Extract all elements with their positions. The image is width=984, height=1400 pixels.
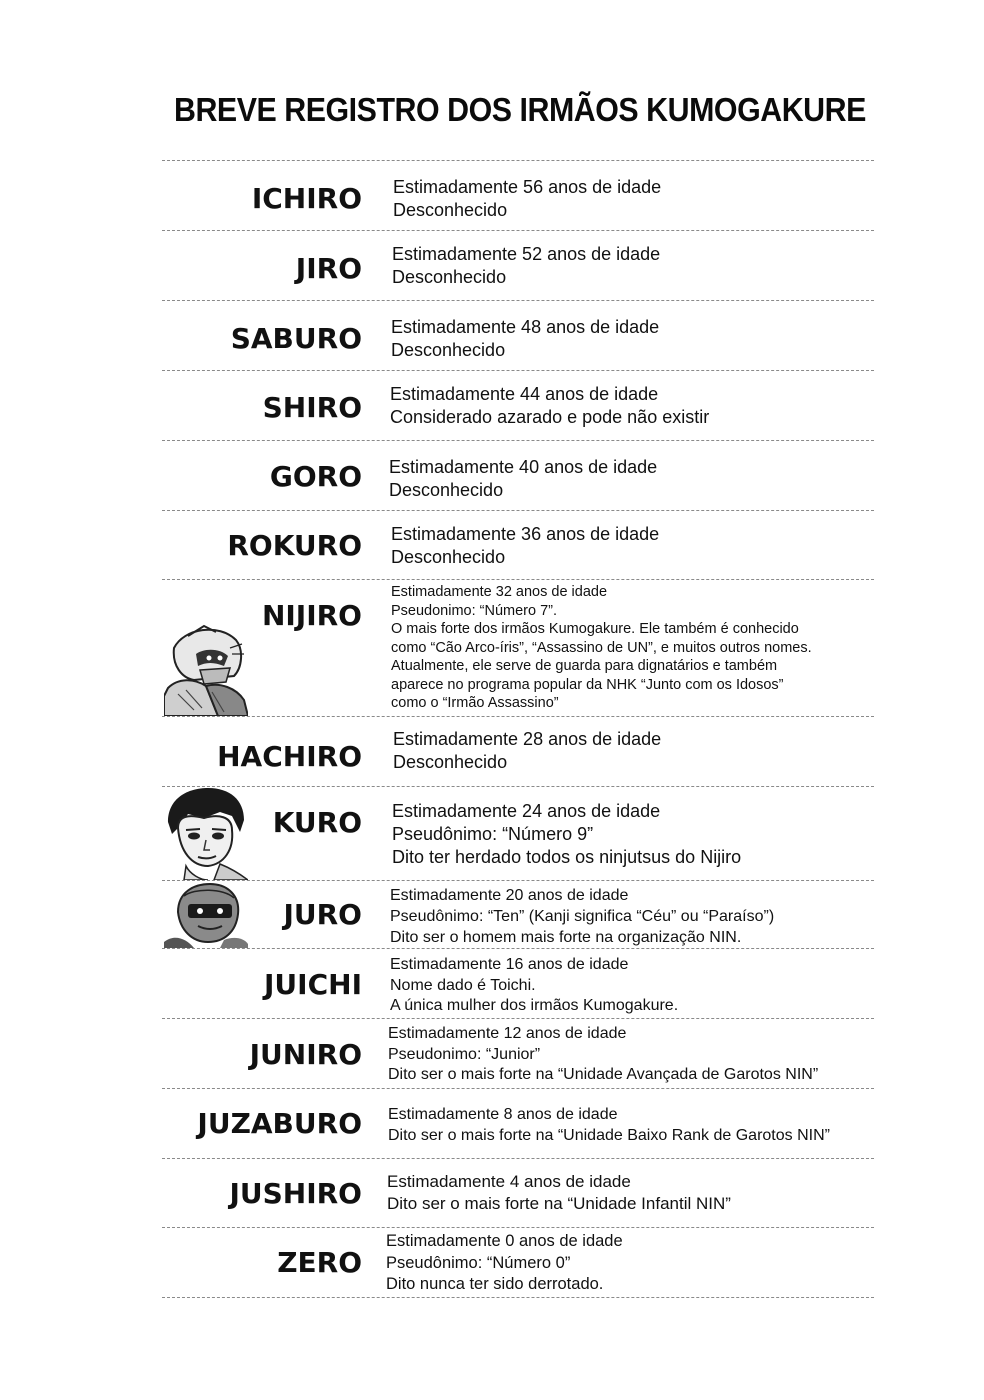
entry-line: Estimadamente 52 anos de idade [392,244,661,264]
entry-line: Pseudônimo: “Número 0” [386,1253,571,1272]
entry-line: Desconhecido [389,480,504,500]
entry-line: Atualmente, ele serve de guarda para dignatários e também [391,658,778,674]
entry-line: aparece no programa popular da NHK “Junto com os Idosos” [391,676,784,693]
entry-info-juichi [390,955,678,1017]
entry-info-jiro [392,243,660,289]
entry-info-goro [389,456,657,502]
entry-info-jushiro [387,1171,731,1215]
entry-name-juro: JURO [283,898,362,931]
divider [162,230,874,231]
entry-line: Dito ser o mais forte na “Unidade Baixo Rank de Garotos NIN” [388,1127,830,1144]
entry-line: Estimadamente 8 anos de idade [388,1106,618,1123]
divider [162,880,874,881]
entry-line: Estimadamente 36 anos de idade [391,524,660,544]
entry-line: Estimadamente 24 anos de idade [392,801,661,821]
divider [162,948,874,949]
entry-name-jushiro: JUSHIRO [229,1177,362,1210]
entry-line: Estimadamente 16 anos de idade [390,956,629,973]
entry-name-hachiro: HACHIRO [217,740,362,773]
entry-line: Dito nunca ter sido derrotado. [386,1275,604,1293]
entry-line: Pseudonimo: “Número 7”. [391,602,558,619]
entry-info-rokuro [391,523,659,569]
entry-info-juniro [388,1024,818,1086]
divider [162,716,874,717]
entry-line: Estimadamente 4 anos de idade [387,1172,631,1191]
entry-line: Pseudonimo: “Junior” [388,1045,541,1063]
entry-name-zero: ZERO [277,1246,362,1279]
entry-line: Estimadamente 20 anos de idade [390,887,629,904]
entry-info-ichiro [393,176,661,222]
entry-line: Estimadamente 32 anos de idade [391,584,608,600]
divider [162,440,874,441]
divider [162,1088,874,1089]
entry-line: Estimadamente 0 anos de idade [386,1232,623,1250]
entry-name-saburo: SABURO [230,322,362,355]
entry-line: Desconhecido [391,547,506,567]
entry-line: Estimadamente 44 anos de idade [390,384,659,404]
divider [162,300,874,301]
entry-line: Desconhecido [393,200,508,220]
entry-line: Dito ser o mais forte na “Unidade Infantil NIN” [387,1194,731,1213]
divider [162,1297,874,1298]
entry-line: A única mulher dos irmãos Kumogakure. [390,997,679,1014]
entry-name-juniro: JUNIRO [249,1038,362,1071]
entry-line: O mais forte dos irmãos Kumogakure. Ele também é conhecido [391,621,799,637]
divider [162,786,874,787]
entry-line: Estimadamente 56 anos de idade [393,177,662,197]
entry-line: Estimadamente 40 anos de idade [389,457,658,477]
entry-name-rokuro: ROKURO [227,529,362,562]
divider [162,1227,874,1228]
divider [162,579,874,580]
entry-line: Pseudônimo: “Ten” (Kanji significa “Céu” ou “Paraíso”) [390,908,775,925]
entry-info-zero [386,1231,623,1296]
entry-name-shiro: SHIRO [262,391,362,424]
divider [162,1018,874,1019]
entry-name-juzaburo: JUZABURO [197,1107,362,1140]
entry-info-saburo [391,316,659,362]
page-title: BREVE REGISTRO DOS IRMÃOS KUMOGAKURE [174,91,866,128]
entry-line: como o “Irmão Assassino” [391,695,559,711]
entry-name-ichiro: ICHIRO [251,182,362,215]
entry-line: Desconhecido [392,267,507,287]
entry-line: Estimadamente 28 anos de idade [393,729,662,749]
entry-info-shiro [390,383,709,429]
entry-line: Estimadamente 48 anos de idade [391,317,660,337]
entry-name-juichi: JUICHI [264,968,362,1001]
entry-line: Dito ser o homem mais forte na organização NIN. [390,929,742,946]
entry-name-kuro: KURO [272,806,362,839]
entry-line: Nome dado é Toichi. [390,976,536,994]
entry-info-juro [390,885,774,948]
entry-name-nijiro: NIJIRO [261,599,362,632]
entry-line: como “Cão Arco-íris”, “Assassino de UN”, e muitos outros nomes. [391,639,812,656]
entry-info-kuro [392,800,741,869]
entry-line: Pseudônimo: “Número 9” [392,824,594,844]
entry-line: Desconhecido [391,340,506,360]
entry-line: Considerado azarado e pode não existir [390,407,710,427]
divider [162,370,874,371]
divider [162,160,874,161]
entry-info-nijiro [391,583,812,713]
divider [162,1158,874,1159]
entry-name-jiro: JIRO [295,252,362,285]
entry-line: Dito ter herdado todos os ninjutsus do Nijiro [392,847,742,867]
entry-line: Desconhecido [393,752,508,772]
entry-line: Dito ser o mais forte na “Unidade Avançada de Garotos NIN” [388,1066,819,1083]
entry-line: Estimadamente 12 anos de idade [388,1025,627,1042]
entry-info-hachiro [393,728,661,774]
divider [162,510,874,511]
entry-name-goro: GORO [269,460,362,493]
entry-info-juzaburo [388,1104,830,1146]
